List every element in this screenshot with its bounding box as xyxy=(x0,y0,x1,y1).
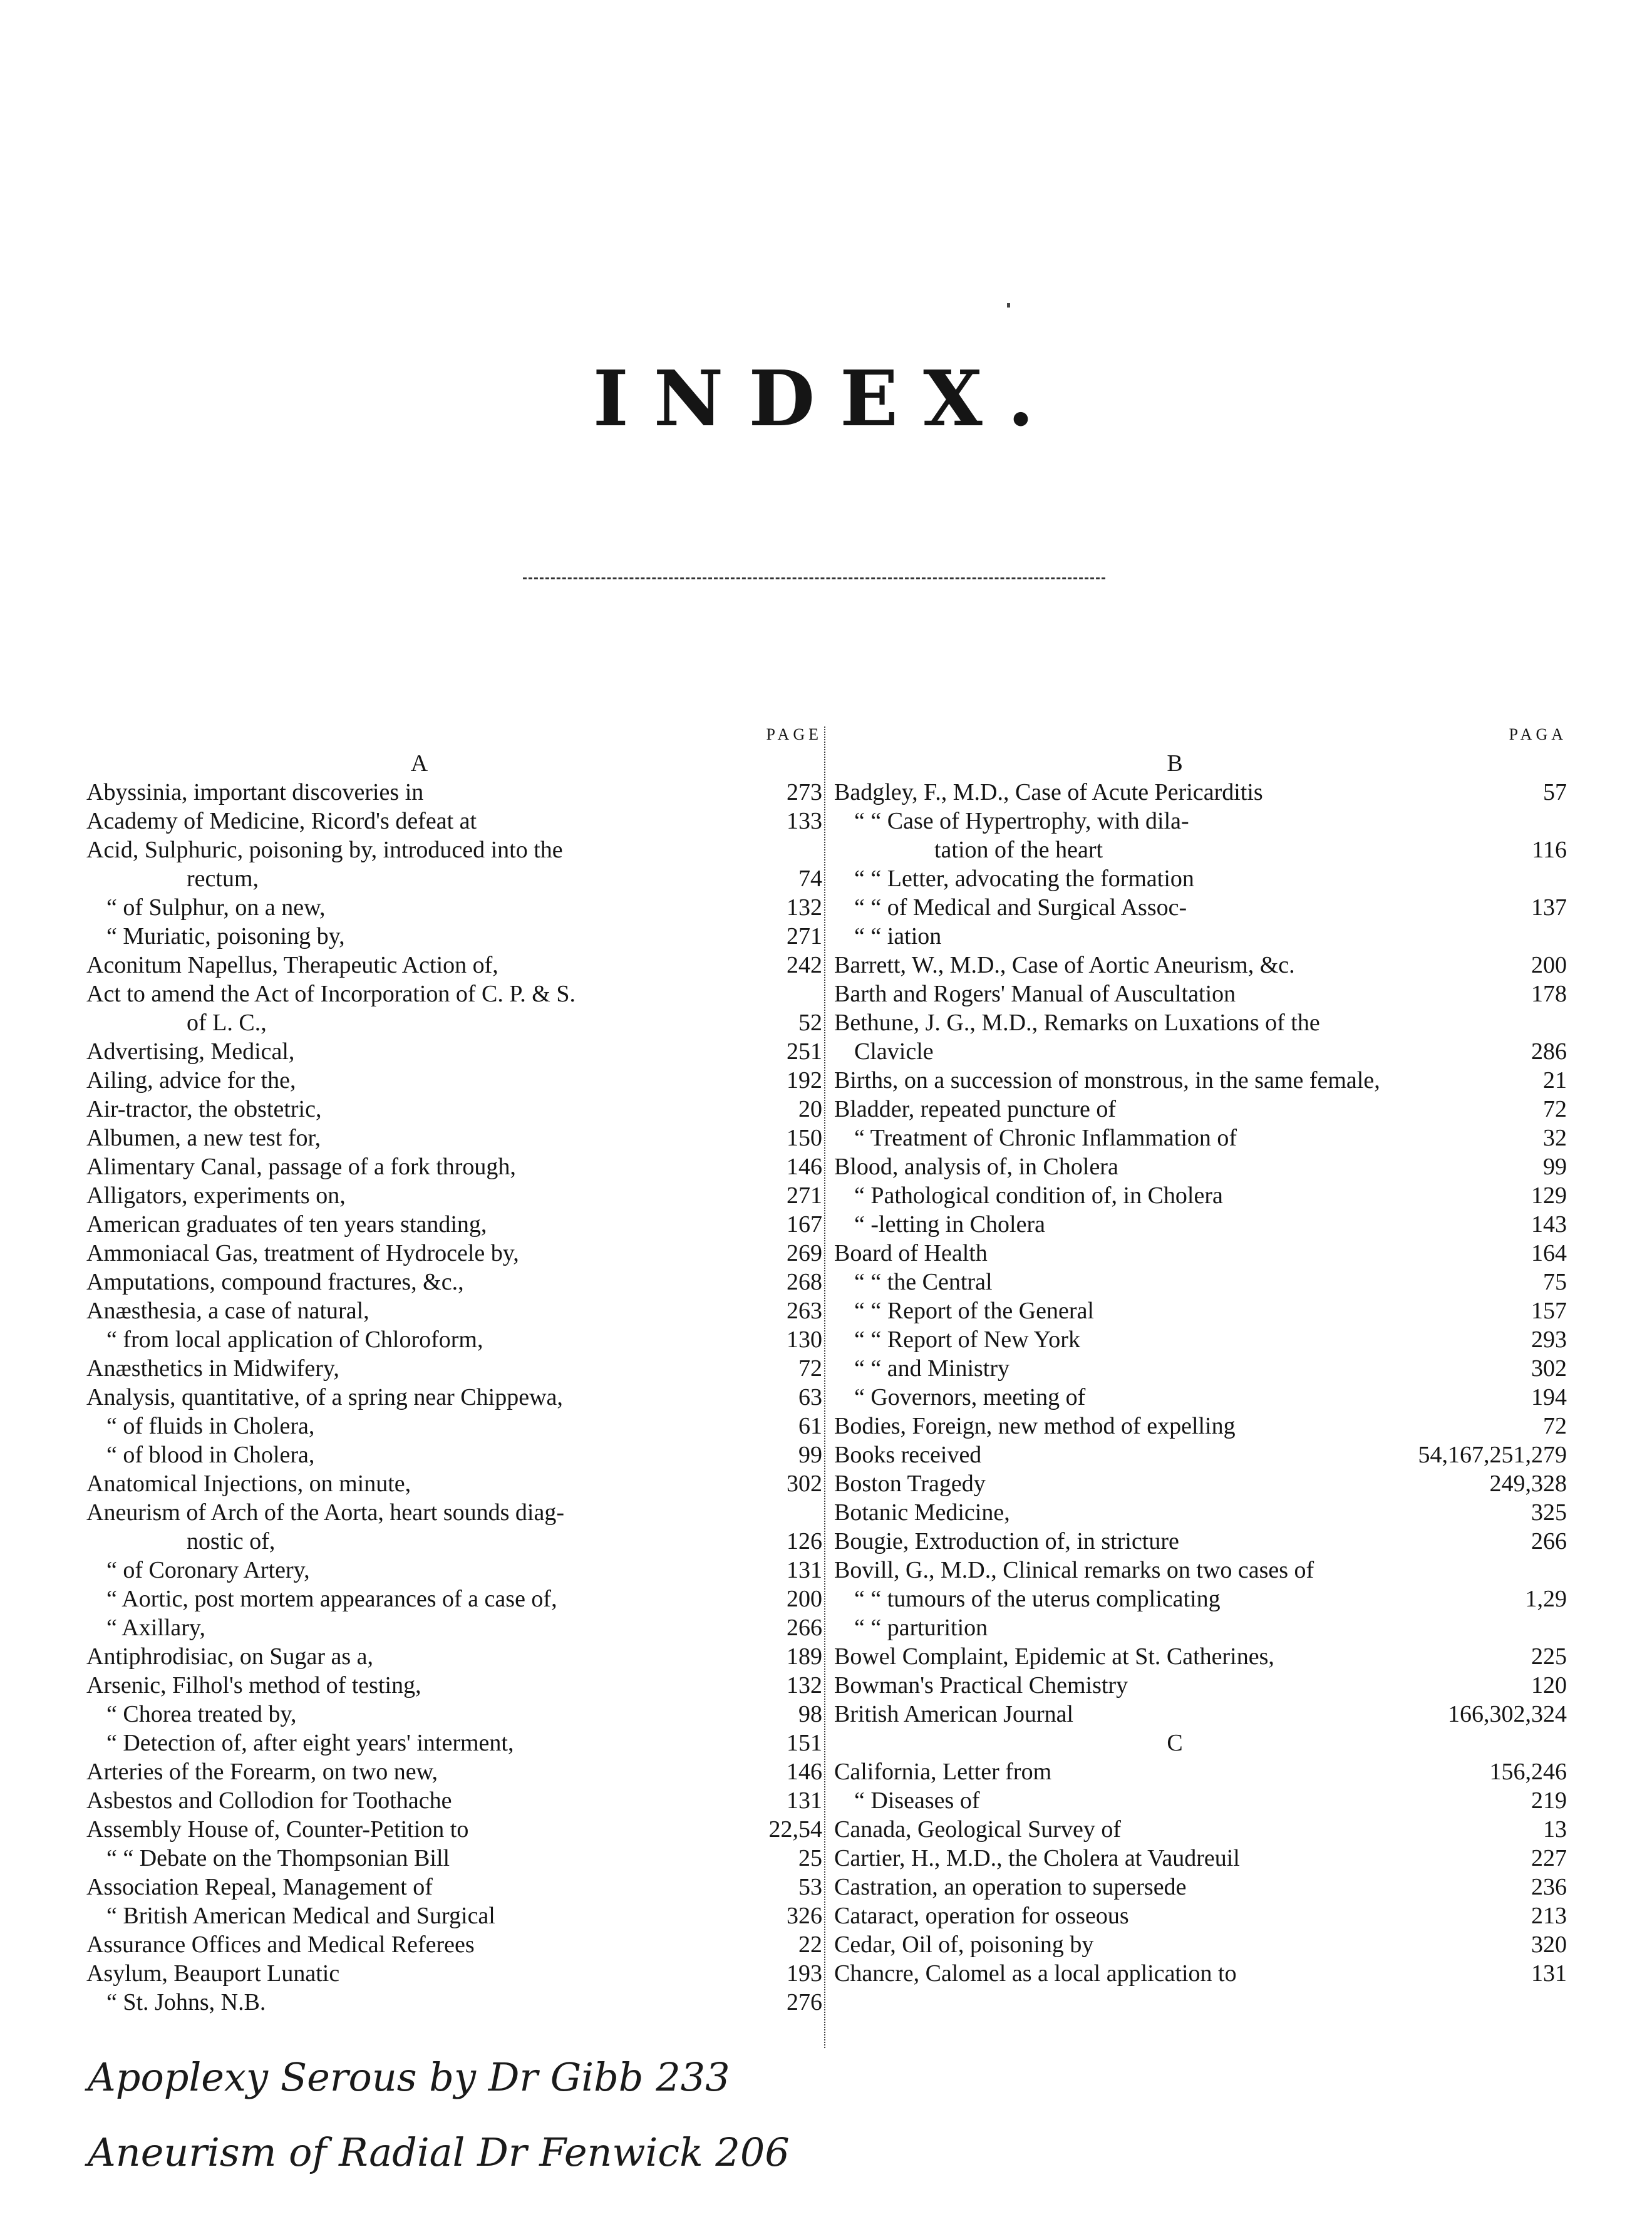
entry-page-number: 131 xyxy=(1531,1960,1567,1987)
entry-text: Assembly House of, Counter-Petition to xyxy=(86,1816,469,1843)
entry-text: Clavicle xyxy=(854,1038,934,1065)
index-entry xyxy=(86,1901,822,1930)
entry-text: Assurance Offices and Medical Referees xyxy=(86,1932,475,1958)
entry-list-a xyxy=(86,778,822,2017)
entry-text: Analysis, quantitative, of a spring near Chippewa, xyxy=(86,1384,563,1410)
entry-text: Badgley, F., M.D., Case of Acute Pericarditis xyxy=(834,779,1263,805)
entry-text: Aneurism of Arch of the Aorta, heart sounds diag- xyxy=(86,1499,564,1526)
index-entry xyxy=(834,1181,1567,1210)
entry-text: “ Diseases of xyxy=(854,1787,980,1814)
entry-page-number: 72 xyxy=(1543,1413,1567,1439)
entry-page-number: 156,246 xyxy=(1489,1759,1567,1785)
index-entry xyxy=(834,922,1567,951)
index-entry xyxy=(834,1815,1567,1844)
entry-page-number: 271 xyxy=(787,1182,822,1209)
index-entry xyxy=(834,1556,1567,1585)
entry-text: tation of the heart xyxy=(934,837,1103,863)
entry-text: Aconitum Napellus, Therapeutic Action of, xyxy=(86,952,498,978)
index-entry xyxy=(86,1354,822,1383)
entry-page-number: 99 xyxy=(1543,1154,1567,1180)
entry-page-number: 74 xyxy=(798,866,822,892)
index-entry xyxy=(834,1613,1567,1642)
index-entry xyxy=(86,1037,822,1066)
entry-page-number: 302 xyxy=(787,1471,822,1497)
entry-page-number: 22 xyxy=(798,1932,822,1958)
entry-text: Ammoniacal Gas, treatment of Hydrocele by, xyxy=(86,1240,519,1266)
index-entry xyxy=(86,1296,822,1325)
index-entry xyxy=(86,922,822,951)
entry-page-number: 263 xyxy=(787,1298,822,1324)
entry-text: Ailing, advice for the, xyxy=(86,1067,296,1094)
entry-page-number: 164 xyxy=(1531,1240,1567,1266)
entry-text: “ Governors, meeting of xyxy=(854,1384,1086,1410)
entry-page-number: 132 xyxy=(787,894,822,921)
entry-text: Antiphrodisiac, on Sugar as a, xyxy=(86,1643,374,1670)
index-entry xyxy=(86,1210,822,1239)
entry-page-number: 166,302,324 xyxy=(1448,1701,1567,1727)
entry-text: Castration, an operation to supersede xyxy=(834,1874,1187,1900)
entry-text: Abyssinia, important discoveries in xyxy=(86,779,424,805)
index-entry xyxy=(834,1412,1567,1440)
entry-text: Acid, Sulphuric, poisoning by, introduced into the xyxy=(86,837,563,863)
entry-page-number: 63 xyxy=(798,1384,822,1410)
entry-text: “ “ and Ministry xyxy=(854,1355,1010,1382)
entry-page-number: 150 xyxy=(787,1125,822,1151)
entry-page-number: 131 xyxy=(787,1787,822,1814)
index-column-a xyxy=(86,725,822,2017)
entry-page-number: 266 xyxy=(1531,1528,1567,1554)
index-entry xyxy=(834,1671,1567,1700)
entry-text: California, Letter from xyxy=(834,1759,1052,1785)
entry-text: Canada, Geological Survey of xyxy=(834,1816,1121,1843)
entry-page-number: 53 xyxy=(798,1874,822,1900)
index-entry xyxy=(86,951,822,980)
index-entry xyxy=(834,1095,1567,1124)
index-entry xyxy=(86,864,822,893)
index-entry xyxy=(86,1124,822,1152)
entry-page-number: 302 xyxy=(1531,1355,1567,1382)
entry-text: Barrett, W., M.D., Case of Aortic Aneurism, &c. xyxy=(834,952,1295,978)
entry-list-b xyxy=(834,778,1567,1988)
entry-text: “ “ Letter, advocating the formation xyxy=(854,866,1194,892)
index-entry xyxy=(834,1700,1567,1729)
entry-page-number: 132 xyxy=(787,1672,822,1699)
entry-page-number: 320 xyxy=(1531,1932,1567,1958)
entry-page-number: 99 xyxy=(798,1442,822,1468)
entry-page-number: 225 xyxy=(1531,1643,1567,1670)
entry-page-number: 293 xyxy=(1531,1327,1567,1353)
index-entry xyxy=(86,1095,822,1124)
index-entry xyxy=(86,1181,822,1210)
index-entry xyxy=(86,1671,822,1700)
entry-text: “ “ iation xyxy=(854,923,942,949)
index-entry xyxy=(86,1585,822,1613)
handwritten-note: Aneurism of Radial Dr Fenwick 206 xyxy=(88,2129,790,2175)
entry-text: Bladder, repeated puncture of xyxy=(834,1096,1117,1122)
entry-page-number: 131 xyxy=(787,1557,822,1583)
index-entry xyxy=(834,1873,1567,1901)
index-entry xyxy=(86,1873,822,1901)
entry-text: “ from local application of Chloroform, xyxy=(106,1327,483,1353)
section-heading-a: A xyxy=(410,750,430,777)
entry-text: Cedar, Oil of, poisoning by xyxy=(834,1932,1094,1958)
entry-page-number: 72 xyxy=(798,1355,822,1382)
index-column-b xyxy=(834,725,1567,1988)
entry-page-number: 276 xyxy=(787,1989,822,2015)
entry-text: “ “ tumours of the uterus complicating xyxy=(854,1586,1221,1612)
entry-page-number: 326 xyxy=(787,1903,822,1929)
entry-text: “ British American Medical and Surgical xyxy=(106,1903,495,1929)
entry-text: Asbestos and Collodion for Toothache xyxy=(86,1787,452,1814)
entry-page-number: 189 xyxy=(787,1643,822,1670)
entry-text: Anæsthesia, a case of natural, xyxy=(86,1298,369,1324)
entry-page-number: 236 xyxy=(1531,1874,1567,1900)
entry-page-number: 151 xyxy=(787,1730,822,1756)
entry-text: “ Muriatic, poisoning by, xyxy=(106,923,345,949)
entry-text: Chancre, Calomel as a local application to xyxy=(834,1960,1237,1987)
entry-text: “ -letting in Cholera xyxy=(854,1211,1045,1238)
index-entry xyxy=(86,807,822,835)
entry-text: Cataract, operation for osseous xyxy=(834,1903,1129,1929)
index-entry xyxy=(834,1757,1567,1786)
index-entry xyxy=(834,1037,1567,1066)
entry-page-number: 72 xyxy=(1543,1096,1567,1122)
page-header-label: PAGA xyxy=(1509,725,1567,743)
index-entry xyxy=(834,1066,1567,1095)
index-entry xyxy=(834,778,1567,807)
index-entry xyxy=(86,1498,822,1527)
index-entry xyxy=(86,1729,822,1757)
entry-page-number: 266 xyxy=(787,1615,822,1641)
index-entry xyxy=(834,1469,1567,1498)
entry-text: Arteries of the Forearm, on two new, xyxy=(86,1759,438,1785)
entry-text: rectum, xyxy=(187,866,259,892)
index-entry xyxy=(86,1412,822,1440)
entry-text: Bougie, Extroduction of, in stricture xyxy=(834,1528,1179,1554)
entry-text: American graduates of ten years standing, xyxy=(86,1211,487,1238)
index-entry xyxy=(834,1124,1567,1152)
entry-text: Bovill, G., M.D., Clinical remarks on two cases of xyxy=(834,1557,1314,1583)
entry-text: Advertising, Medical, xyxy=(86,1038,295,1065)
entry-text: Academy of Medicine, Ricord's defeat at xyxy=(86,808,477,834)
entry-text: Asylum, Beauport Lunatic xyxy=(86,1960,340,1987)
index-entry xyxy=(834,1585,1567,1613)
index-entry xyxy=(86,1066,822,1095)
entry-page-number: 213 xyxy=(1531,1903,1567,1929)
entry-text: Air-tractor, the obstetric, xyxy=(86,1096,322,1122)
entry-text: Bethune, J. G., M.D., Remarks on Luxations of the xyxy=(834,1010,1320,1036)
index-entry xyxy=(834,1268,1567,1296)
index-entry xyxy=(86,1815,822,1844)
entry-text: Boston Tragedy xyxy=(834,1471,986,1497)
entry-text: “ “ Report of New York xyxy=(854,1327,1080,1353)
entry-text: “ “ Report of the General xyxy=(854,1298,1094,1324)
index-entry xyxy=(86,1930,822,1959)
entry-page-number: 269 xyxy=(787,1240,822,1266)
entry-text: Anæsthetics in Midwifery, xyxy=(86,1355,339,1382)
entry-page-number: 286 xyxy=(1531,1038,1567,1065)
entry-page-number: 194 xyxy=(1531,1384,1567,1410)
index-entry xyxy=(86,1440,822,1469)
entry-text: “ Detection of, after eight years' interment, xyxy=(106,1730,514,1756)
entry-page-number: 146 xyxy=(787,1154,822,1180)
index-entry xyxy=(86,1527,822,1556)
index-entry xyxy=(86,1642,822,1671)
entry-page-number: 20 xyxy=(798,1096,822,1122)
entry-page-number: 54,167,251,279 xyxy=(1418,1442,1567,1468)
entry-page-number: 57 xyxy=(1543,779,1567,805)
entry-page-number: 227 xyxy=(1531,1845,1567,1871)
entry-page-number: 25 xyxy=(798,1845,822,1871)
entry-text: “ of fluids in Cholera, xyxy=(106,1413,315,1439)
index-entry xyxy=(834,1325,1567,1354)
entry-page-number: 219 xyxy=(1531,1787,1567,1814)
entry-text: Board of Health xyxy=(834,1240,988,1266)
ink-speck xyxy=(1007,303,1010,308)
index-entry xyxy=(834,1901,1567,1930)
index-entry xyxy=(834,835,1567,864)
entry-text: Botanic Medicine, xyxy=(834,1499,1010,1526)
index-entry xyxy=(834,1642,1567,1671)
index-entry xyxy=(834,1008,1567,1037)
entry-page-number: 137 xyxy=(1531,894,1567,921)
entry-text: “ Pathological condition of, in Cholera xyxy=(854,1182,1223,1209)
entry-page-number: 251 xyxy=(787,1038,822,1065)
entry-text: “ of Sulphur, on a new, xyxy=(106,894,326,921)
entry-text: “ “ of Medical and Surgical Assoc- xyxy=(854,894,1187,921)
entry-text: Cartier, H., M.D., the Cholera at Vaudreuil xyxy=(834,1845,1240,1871)
title-divider xyxy=(523,577,1105,579)
entry-text: “ Aortic, post mortem appearances of a case of, xyxy=(106,1586,557,1612)
section-heading-b: B xyxy=(1167,750,1184,777)
section-heading: C xyxy=(1167,1730,1184,1756)
entry-page-number: 133 xyxy=(787,808,822,834)
entry-page-number: 200 xyxy=(1531,952,1567,978)
index-entry xyxy=(834,1930,1567,1959)
index-entry xyxy=(834,1296,1567,1325)
entry-page-number: 192 xyxy=(787,1067,822,1094)
index-entry xyxy=(86,1469,822,1498)
entry-page-number: 98 xyxy=(798,1701,822,1727)
index-entry xyxy=(86,1757,822,1786)
entry-page-number: 143 xyxy=(1531,1211,1567,1238)
index-entry xyxy=(86,1268,822,1296)
index-entry xyxy=(86,1786,822,1815)
entry-text: “ “ the Central xyxy=(854,1269,993,1295)
entry-page-number: 75 xyxy=(1543,1269,1567,1295)
page-title: INDEX. xyxy=(592,353,1060,443)
entry-page-number: 271 xyxy=(787,923,822,949)
index-entry xyxy=(86,1008,822,1037)
entry-text: “ of Coronary Artery, xyxy=(106,1557,310,1583)
entry-text: “ Chorea treated by, xyxy=(106,1701,297,1727)
index-entry xyxy=(86,835,822,864)
entry-text: Association Repeal, Management of xyxy=(86,1874,433,1900)
index-entry xyxy=(86,1152,822,1181)
entry-text: Arsenic, Filhol's method of testing, xyxy=(86,1672,421,1699)
entry-text: British American Journal xyxy=(834,1701,1074,1727)
index-entry xyxy=(834,893,1567,922)
entry-page-number: 126 xyxy=(787,1528,822,1554)
index-entry xyxy=(834,807,1567,835)
entry-page-number: 21 xyxy=(1543,1067,1567,1094)
entry-page-number: 120 xyxy=(1531,1672,1567,1699)
entry-page-number: 167 xyxy=(787,1211,822,1238)
entry-page-number: 22,54 xyxy=(768,1816,822,1843)
entry-text: “ “ parturition xyxy=(854,1615,988,1641)
index-entry xyxy=(86,1383,822,1412)
entry-page-number: 1,29 xyxy=(1525,1586,1567,1612)
index-entry xyxy=(834,1844,1567,1873)
index-entry xyxy=(834,1210,1567,1239)
entry-page-number: 268 xyxy=(787,1269,822,1295)
page-column-header xyxy=(86,725,822,749)
entry-page-number: 178 xyxy=(1531,981,1567,1007)
entry-page-number: 325 xyxy=(1531,1499,1567,1526)
entry-text: “ “ Case of Hypertrophy, with dila- xyxy=(854,808,1189,834)
entry-page-number: 193 xyxy=(787,1960,822,1987)
page-column-header xyxy=(834,725,1567,749)
index-entry xyxy=(86,1959,822,1988)
column-divider xyxy=(824,727,825,2048)
index-entry xyxy=(86,980,822,1008)
index-entry xyxy=(834,1354,1567,1383)
index-entry xyxy=(834,1440,1567,1469)
entry-page-number: 242 xyxy=(787,952,822,978)
entry-page-number: 61 xyxy=(798,1413,822,1439)
index-entry xyxy=(86,1844,822,1873)
entry-page-number: 13 xyxy=(1543,1816,1567,1843)
entry-text: Barth and Rogers' Manual of Auscultation xyxy=(834,981,1236,1007)
page-header-label: PAGE xyxy=(766,725,822,743)
entry-page-number: 32 xyxy=(1543,1125,1567,1151)
index-entry xyxy=(834,1383,1567,1412)
entry-text: “ “ Debate on the Thompsonian Bill xyxy=(106,1845,450,1871)
entry-text: “ of blood in Cholera, xyxy=(106,1442,315,1468)
entry-text: nostic of, xyxy=(187,1528,276,1554)
entry-page-number: 52 xyxy=(798,1010,822,1036)
entry-text: Bodies, Foreign, new method of expelling xyxy=(834,1413,1236,1439)
entry-page-number: 157 xyxy=(1531,1298,1567,1324)
index-entry xyxy=(86,1988,822,2017)
index-entry xyxy=(834,1959,1567,1988)
entry-text: Births, on a succession of monstrous, in the same female, xyxy=(834,1067,1380,1094)
entry-text: “ Axillary, xyxy=(106,1615,205,1641)
entry-page-number: 129 xyxy=(1531,1182,1567,1209)
entry-page-number: 146 xyxy=(787,1759,822,1785)
entry-page-number: 249,328 xyxy=(1489,1471,1567,1497)
entry-text: Books received xyxy=(834,1442,982,1468)
index-entry xyxy=(834,1527,1567,1556)
entry-text: Alimentary Canal, passage of a fork through, xyxy=(86,1154,516,1180)
entry-text: Act to amend the Act of Incorporation of C. P. & S. xyxy=(86,981,576,1007)
index-entry xyxy=(834,951,1567,980)
index-entry xyxy=(834,864,1567,893)
index-entry xyxy=(86,778,822,807)
entry-page-number: 116 xyxy=(1532,837,1567,863)
index-entry xyxy=(86,1325,822,1354)
index-entry xyxy=(86,1700,822,1729)
entry-text: of L. C., xyxy=(187,1010,267,1036)
index-entry xyxy=(834,980,1567,1008)
index-entry xyxy=(86,893,822,922)
index-entry xyxy=(834,1786,1567,1815)
index-entry xyxy=(86,1613,822,1642)
entry-text: Albumen, a new test for, xyxy=(86,1125,321,1151)
entry-page-number: 130 xyxy=(787,1327,822,1353)
entry-text: Alligators, experiments on, xyxy=(86,1182,346,1209)
index-entry xyxy=(834,1239,1567,1268)
entry-text: “ Treatment of Chronic Inflammation of xyxy=(854,1125,1237,1151)
entry-text: Bowel Complaint, Epidemic at St. Catherines, xyxy=(834,1643,1274,1670)
index-entry xyxy=(834,1152,1567,1181)
entry-text: Anatomical Injections, on minute, xyxy=(86,1471,411,1497)
entry-text: Bowman's Practical Chemistry xyxy=(834,1672,1128,1699)
entry-text: “ St. Johns, N.B. xyxy=(106,1989,266,2015)
entry-page-number: 273 xyxy=(787,779,822,805)
entry-page-number: 200 xyxy=(787,1586,822,1612)
entry-text: Amputations, compound fractures, &c., xyxy=(86,1269,464,1295)
index-entry xyxy=(86,1239,822,1268)
handwritten-note: Apoplexy Serous by Dr Gibb 233 xyxy=(88,2054,730,2100)
index-entry xyxy=(834,1498,1567,1527)
index-entry xyxy=(86,1556,822,1585)
entry-text: Blood, analysis of, in Cholera xyxy=(834,1154,1118,1180)
